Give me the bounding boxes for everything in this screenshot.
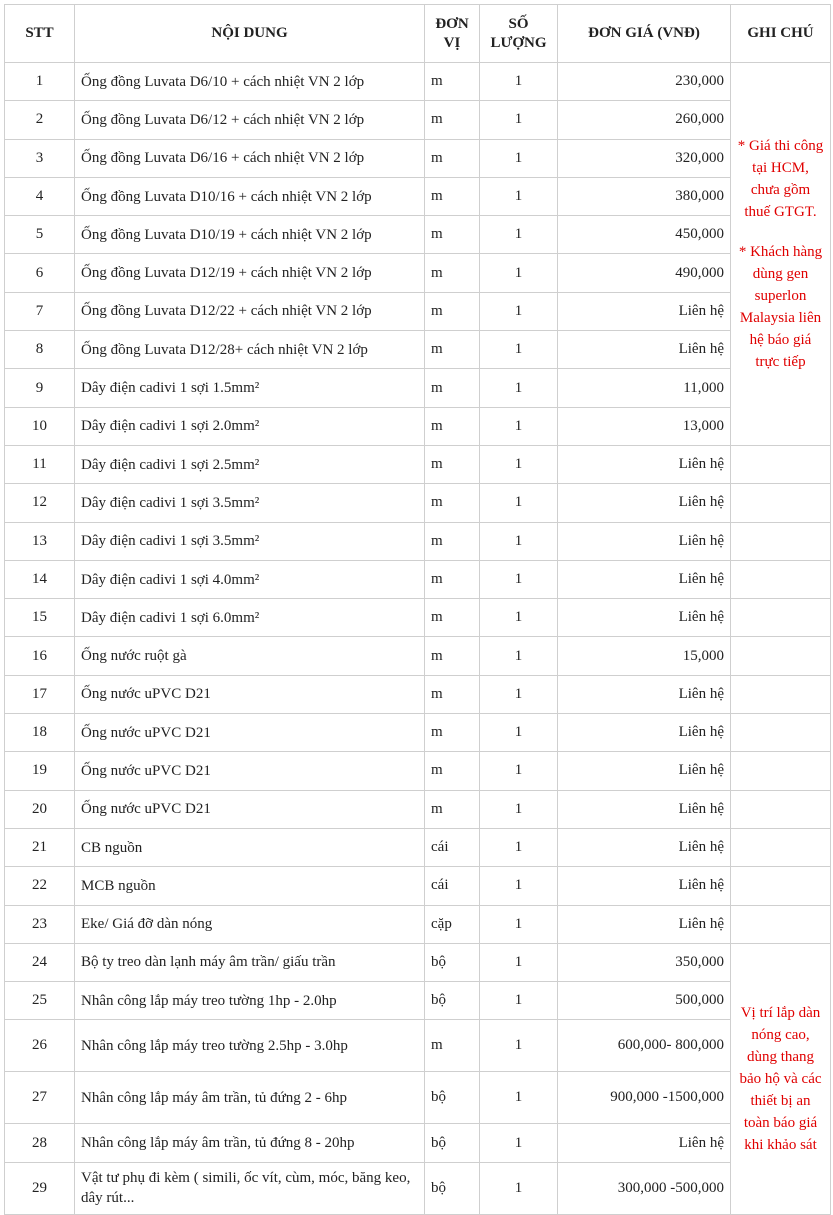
row-note-empty — [731, 522, 831, 560]
row-unit: cái — [425, 867, 480, 905]
row-unit: m — [425, 177, 480, 215]
row-stt: 20 — [5, 790, 75, 828]
row-stt: 24 — [5, 943, 75, 981]
row-content: Dây điện cadivi 1 sợi 2.5mm² — [75, 445, 425, 483]
row-note-empty — [731, 484, 831, 522]
table-row — [5, 675, 831, 713]
row-stt: 14 — [5, 560, 75, 598]
row-unit: m — [425, 714, 480, 752]
row-qty: 1 — [480, 752, 558, 790]
row-price: Liên hệ — [558, 484, 731, 522]
row-qty: 1 — [480, 292, 558, 330]
table-row — [5, 63, 831, 101]
row-stt: 17 — [5, 675, 75, 713]
row-note-empty — [731, 905, 831, 943]
price-list-container — [4, 4, 831, 1215]
row-price: Liên hệ — [558, 905, 731, 943]
row-price: 900,000 -1500,000 — [558, 1072, 731, 1124]
table-row — [5, 867, 831, 905]
row-unit: m — [425, 637, 480, 675]
header-unit: ĐƠN VỊ — [425, 5, 480, 63]
row-price: Liên hệ — [558, 752, 731, 790]
row-qty: 1 — [480, 254, 558, 292]
row-note-empty — [731, 790, 831, 828]
table-row — [5, 369, 831, 407]
row-stt: 22 — [5, 867, 75, 905]
header-stt: STT — [5, 5, 75, 63]
row-unit: m — [425, 139, 480, 177]
row-unit: m — [425, 292, 480, 330]
row-qty: 1 — [480, 905, 558, 943]
row-unit: m — [425, 560, 480, 598]
table-row — [5, 177, 831, 215]
row-price: 380,000 — [558, 177, 731, 215]
row-unit: bộ — [425, 1124, 480, 1162]
header-price: ĐƠN GIÁ (VNĐ) — [558, 5, 731, 63]
row-content: CB nguồn — [75, 828, 425, 866]
row-content: Ống nước ruột gà — [75, 637, 425, 675]
row-content: Dây điện cadivi 1 sợi 2.0mm² — [75, 407, 425, 445]
table-body — [5, 63, 831, 1215]
table-row — [5, 714, 831, 752]
row-price: Liên hệ — [558, 828, 731, 866]
row-qty: 1 — [480, 445, 558, 483]
row-qty: 1 — [480, 1072, 558, 1124]
row-unit: m — [425, 101, 480, 139]
row-stt: 2 — [5, 101, 75, 139]
table-row — [5, 905, 831, 943]
row-price: Liên hệ — [558, 599, 731, 637]
row-note-empty — [731, 752, 831, 790]
row-price: Liên hệ — [558, 522, 731, 560]
row-stt: 5 — [5, 216, 75, 254]
row-price: Liên hệ — [558, 867, 731, 905]
row-stt: 29 — [5, 1162, 75, 1214]
row-price: 13,000 — [558, 407, 731, 445]
table-row — [5, 445, 831, 483]
row-content: Ống nước uPVC D21 — [75, 714, 425, 752]
row-content: Nhân công lắp máy treo tường 1hp - 2.0hp — [75, 982, 425, 1020]
row-unit: m — [425, 484, 480, 522]
row-qty: 1 — [480, 982, 558, 1020]
row-price: 260,000 — [558, 101, 731, 139]
row-stt: 13 — [5, 522, 75, 560]
row-unit: m — [425, 752, 480, 790]
table-row — [5, 1162, 831, 1214]
row-content: MCB nguồn — [75, 867, 425, 905]
row-content: Ống đồng Luvata D12/22 + cách nhiệt VN 2 lớp — [75, 292, 425, 330]
row-qty: 1 — [480, 139, 558, 177]
row-price: Liên hệ — [558, 714, 731, 752]
row-price: Liên hệ — [558, 1124, 731, 1162]
row-unit: bộ — [425, 1072, 480, 1124]
row-content: Nhân công lắp máy âm trần, tủ đứng 8 - 20hp — [75, 1124, 425, 1162]
row-content: Nhân công lắp máy âm trần, tủ đứng 2 - 6hp — [75, 1072, 425, 1124]
row-qty: 1 — [480, 522, 558, 560]
row-content: Ống nước uPVC D21 — [75, 752, 425, 790]
row-price: 600,000- 800,000 — [558, 1020, 731, 1072]
row-qty: 1 — [480, 101, 558, 139]
row-note-empty — [731, 637, 831, 675]
note-spacer — [737, 223, 824, 241]
table-row — [5, 943, 831, 981]
note-text-superlon: * Khách hàng dùng gen superlon Malaysia liên hệ báo giá trực tiếp — [738, 243, 823, 370]
row-qty: 1 — [480, 560, 558, 598]
row-stt: 27 — [5, 1072, 75, 1124]
table-row — [5, 101, 831, 139]
table-row — [5, 254, 831, 292]
row-content: Ống đồng Luvata D10/16 + cách nhiệt VN 2 lớp — [75, 177, 425, 215]
row-content: Dây điện cadivi 1 sợi 1.5mm² — [75, 369, 425, 407]
row-qty: 1 — [480, 637, 558, 675]
row-qty: 1 — [480, 177, 558, 215]
row-content: Eke/ Giá đỡ dàn nóng — [75, 905, 425, 943]
row-stt: 9 — [5, 369, 75, 407]
row-unit: m — [425, 407, 480, 445]
table-row — [5, 1020, 831, 1072]
header-row — [5, 5, 831, 63]
row-qty: 1 — [480, 599, 558, 637]
row-content: Ống nước uPVC D21 — [75, 675, 425, 713]
row-qty: 1 — [480, 369, 558, 407]
row-unit: m — [425, 1020, 480, 1072]
row-stt: 1 — [5, 63, 75, 101]
row-stt: 3 — [5, 139, 75, 177]
row-unit: m — [425, 216, 480, 254]
row-unit: m — [425, 599, 480, 637]
table-row — [5, 982, 831, 1020]
note-installation-safety — [731, 943, 831, 1214]
row-stt: 25 — [5, 982, 75, 1020]
table-row — [5, 216, 831, 254]
row-stt: 11 — [5, 445, 75, 483]
row-unit: m — [425, 675, 480, 713]
row-unit: m — [425, 445, 480, 483]
row-price: 300,000 -500,000 — [558, 1162, 731, 1214]
table-row — [5, 560, 831, 598]
row-price: 320,000 — [558, 139, 731, 177]
row-note-empty — [731, 714, 831, 752]
row-qty: 1 — [480, 675, 558, 713]
row-stt: 7 — [5, 292, 75, 330]
row-unit: m — [425, 369, 480, 407]
row-qty: 1 — [480, 714, 558, 752]
row-stt: 26 — [5, 1020, 75, 1072]
row-content: Ống đồng Luvata D12/19 + cách nhiệt VN 2 lớp — [75, 254, 425, 292]
row-stt: 18 — [5, 714, 75, 752]
row-note-empty — [731, 445, 831, 483]
row-qty: 1 — [480, 828, 558, 866]
row-qty: 1 — [480, 943, 558, 981]
row-unit: m — [425, 790, 480, 828]
row-price: Liên hệ — [558, 560, 731, 598]
row-price: Liên hệ — [558, 790, 731, 828]
note-vat-superlon — [731, 63, 831, 446]
row-content: Dây điện cadivi 1 sợi 4.0mm² — [75, 560, 425, 598]
row-note-empty — [731, 867, 831, 905]
row-content: Ống đồng Luvata D6/10 + cách nhiệt VN 2 lớp — [75, 63, 425, 101]
row-stt: 21 — [5, 828, 75, 866]
row-price: 350,000 — [558, 943, 731, 981]
row-unit: cái — [425, 828, 480, 866]
row-note-empty — [731, 599, 831, 637]
row-qty: 1 — [480, 484, 558, 522]
row-price: 15,000 — [558, 637, 731, 675]
row-unit: bộ — [425, 1162, 480, 1214]
header-qty: SỐ LƯỢNG — [480, 5, 558, 63]
price-table — [4, 4, 831, 1215]
row-qty: 1 — [480, 331, 558, 369]
row-price: 500,000 — [558, 982, 731, 1020]
row-price: 230,000 — [558, 63, 731, 101]
row-content: Vật tư phụ đi kèm ( simili, ốc vít, cùm, móc, băng keo, dây rút... — [75, 1162, 425, 1214]
note-text-vat: * Giá thi công tại HCM, chưa gồm thuế GTGT. — [737, 137, 824, 220]
row-content: Ống đồng Luvata D6/12 + cách nhiệt VN 2 lớp — [75, 101, 425, 139]
row-content: Ống đồng Luvata D6/16 + cách nhiệt VN 2 lớp — [75, 139, 425, 177]
table-row — [5, 522, 831, 560]
row-stt: 15 — [5, 599, 75, 637]
row-qty: 1 — [480, 407, 558, 445]
row-unit: m — [425, 522, 480, 560]
row-content: Nhân công lắp máy treo tường 2.5hp - 3.0hp — [75, 1020, 425, 1072]
table-row — [5, 828, 831, 866]
row-price: Liên hệ — [558, 445, 731, 483]
row-price: Liên hệ — [558, 675, 731, 713]
table-row — [5, 637, 831, 675]
row-stt: 19 — [5, 752, 75, 790]
table-row — [5, 752, 831, 790]
row-qty: 1 — [480, 790, 558, 828]
row-stt: 4 — [5, 177, 75, 215]
row-stt: 6 — [5, 254, 75, 292]
header-content: NỘI DUNG — [75, 5, 425, 63]
note-text-installation: Vị trí lắp dàn nóng cao, dùng thang bảo hộ và các thiết bị an toàn báo giá khi khảo sát — [739, 1004, 822, 1153]
row-price: Liên hệ — [558, 331, 731, 369]
row-note-empty — [731, 675, 831, 713]
row-stt: 12 — [5, 484, 75, 522]
row-note-empty — [731, 828, 831, 866]
row-content: Dây điện cadivi 1 sợi 6.0mm² — [75, 599, 425, 637]
row-unit: m — [425, 331, 480, 369]
table-row — [5, 484, 831, 522]
table-row — [5, 407, 831, 445]
row-content: Dây điện cadivi 1 sợi 3.5mm² — [75, 522, 425, 560]
table-row — [5, 331, 831, 369]
row-stt: 10 — [5, 407, 75, 445]
row-unit: cặp — [425, 905, 480, 943]
row-unit: m — [425, 63, 480, 101]
row-unit: bộ — [425, 982, 480, 1020]
row-content: Ống đồng Luvata D10/19 + cách nhiệt VN 2 lớp — [75, 216, 425, 254]
table-row — [5, 790, 831, 828]
row-stt: 8 — [5, 331, 75, 369]
table-row — [5, 1072, 831, 1124]
row-price: Liên hệ — [558, 292, 731, 330]
row-content: Bộ ty treo dàn lạnh máy âm trần/ giấu trần — [75, 943, 425, 981]
row-stt: 16 — [5, 637, 75, 675]
table-row — [5, 139, 831, 177]
row-stt: 23 — [5, 905, 75, 943]
row-qty: 1 — [480, 1162, 558, 1214]
row-price: 11,000 — [558, 369, 731, 407]
row-content: Ống đồng Luvata D12/28+ cách nhiệt VN 2 lớp — [75, 331, 425, 369]
row-qty: 1 — [480, 63, 558, 101]
row-stt: 28 — [5, 1124, 75, 1162]
row-unit: m — [425, 254, 480, 292]
row-qty: 1 — [480, 867, 558, 905]
row-qty: 1 — [480, 216, 558, 254]
table-row — [5, 292, 831, 330]
row-content: Dây điện cadivi 1 sợi 3.5mm² — [75, 484, 425, 522]
row-unit: bộ — [425, 943, 480, 981]
row-note-empty — [731, 560, 831, 598]
row-qty: 1 — [480, 1124, 558, 1162]
row-price: 450,000 — [558, 216, 731, 254]
row-qty: 1 — [480, 1020, 558, 1072]
header-note: GHI CHÚ — [731, 5, 831, 63]
table-row — [5, 599, 831, 637]
row-content: Ống nước uPVC D21 — [75, 790, 425, 828]
table-row — [5, 1124, 831, 1162]
row-price: 490,000 — [558, 254, 731, 292]
